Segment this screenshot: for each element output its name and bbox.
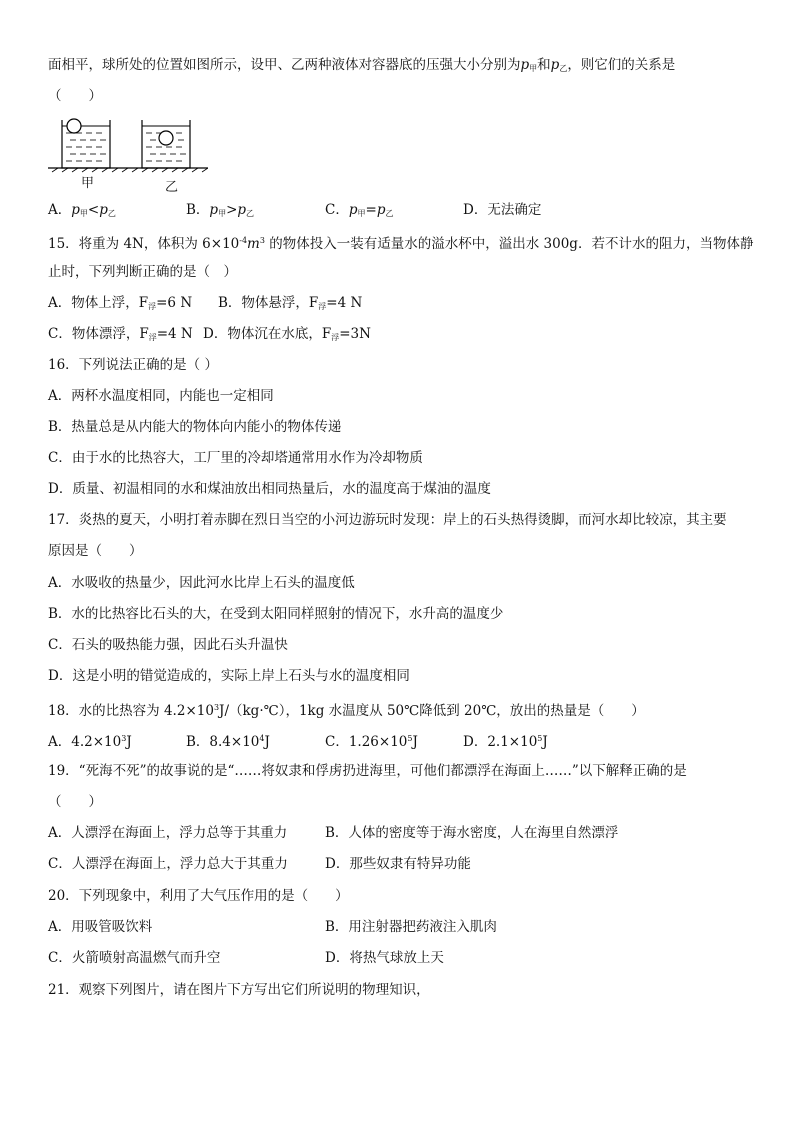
q16-option-c[interactable]: C．由于水的比热容大，工厂里的冷却塔通常用水作为冷却物质 [48,450,423,466]
q18-option-c[interactable]: C．$1.26\times 10^5J$ [325,734,418,750]
q14-figure [48,112,208,195]
label-jia: 甲 [81,176,95,191]
q17-option-a[interactable]: A．水吸收的热量少，因此河水比岸上石头的温度低 [48,575,355,591]
q14-option-c[interactable]: C．$p_甲=p_乙$ [325,202,394,218]
q20-stem: 20．下列现象中，利用了大气压作用的是（ ） [48,888,349,904]
q16-option-a[interactable]: A．两杯水温度相同，内能也一定相同 [48,388,274,404]
q15-option-d[interactable]: D．物体沉在水底，$F_浮=3N$ [203,326,371,342]
q20-option-b[interactable]: B．用注射器把药液注入肌肉 [325,919,497,935]
container-jia [62,119,110,168]
q15-stem-line1: 15．将重为 4N，体积为 $6\times 10^{-4}m^3$ 的物体投入一装有适量水的溢水杯中，溢出水 300g．若不计水的阻力，当物体静 [48,236,754,252]
ball-jia [67,119,81,133]
q18-stem: 18．水的比热容为 $4.2\times 10^3J/(kg\cdot℃)$，1kg 水温度从 50℃降低到 20℃，放出的热量是（ ） [48,703,645,719]
q16-option-b[interactable]: B．热量总是从内能大的物体向内能小的物体传递 [48,419,342,435]
q15-option-c[interactable]: C．物体漂浮，$F_浮=4$ N [48,326,193,342]
q19-option-a[interactable]: A．人漂浮在海面上，浮力总等于其重力 [48,825,288,841]
q19-option-b[interactable]: B．人体的密度等于海水密度，人在海里自然漂浮 [325,825,619,841]
q20-option-d[interactable]: D．将热气球放上天 [325,950,444,966]
q18-option-b[interactable]: B．$8.4\times 10^4J$ [186,734,270,750]
q19-option-d[interactable]: D．那些奴隶有特异功能 [325,856,471,872]
q17-option-b[interactable]: B．水的比热容比石头的大，在受到太阳同样照射的情况下，水升高的温度少 [48,606,504,622]
q21-stem: 21．观察下列图片，请在图片下方写出它们所说明的物理知识， [48,982,430,998]
q14-option-b[interactable]: B．$p_甲>p_乙$ [186,202,255,218]
q17-option-c[interactable]: C．石头的吸热能力强，因此石头升温快 [48,637,288,653]
q20-option-a[interactable]: A．用吸管吸饮料 [48,919,153,935]
q16-option-d[interactable]: D．质量、初温相同的水和煤油放出相同热量后，水的温度高于煤油的温度 [48,481,491,497]
q14-stem-line1: 面相平，球所处的位置如图所示，设甲、乙两种液体对容器底的压强大小分别为$p_甲$和$p_乙$，则它们的关系是 [48,57,676,73]
q14-option-a[interactable]: A．$p_甲<p_乙$ [48,202,116,218]
q15-stem-line2: 止时，下列判断正确的是（ ） [48,264,237,280]
q14-answer-paren: （ ） [48,88,102,104]
q14-option-d[interactable]: D．无法确定 [463,202,542,218]
containers-diagram [48,112,208,192]
container-yi [142,120,190,168]
q15-option-b[interactable]: B．物体悬浮，$F_浮=4$ N [218,295,363,311]
label-yi: 乙 [165,180,179,195]
ball-yi [159,131,173,145]
q18-option-d[interactable]: D．$2.1\times 10^5J$ [463,734,548,750]
q20-option-c[interactable]: C．火箭喷射高温燃气而升空 [48,950,221,966]
q15-option-a[interactable]: A．物体上浮，$F_浮=6$ N [48,295,193,311]
q18-option-a[interactable]: A．$4.2\times 10^3J$ [48,734,132,750]
q17-stem-line1: 17．炎热的夏天，小明打着赤脚在烈日当空的小河边游玩时发现：岸上的石头热得烫脚，而河水却比较凉，其主要 [48,512,727,528]
q19-stem-line1: 19．“死海不死”的故事说的是“……将奴隶和俘虏扔进海里，可他们都漂浮在海面上……”以下解释正确的是 [48,763,687,779]
q16-stem: 16．下列说法正确的是（ ） [48,357,218,373]
q19-option-c[interactable]: C．人漂浮在海面上，浮力总大于其重力 [48,856,288,872]
q19-stem-line2: （ ） [48,794,102,810]
q17-stem-line2: 原因是（ ） [48,543,143,559]
ground-hatch [52,168,208,172]
q17-option-d[interactable]: D．这是小明的错觉造成的，实际上岸上石头与水的温度相同 [48,668,410,684]
